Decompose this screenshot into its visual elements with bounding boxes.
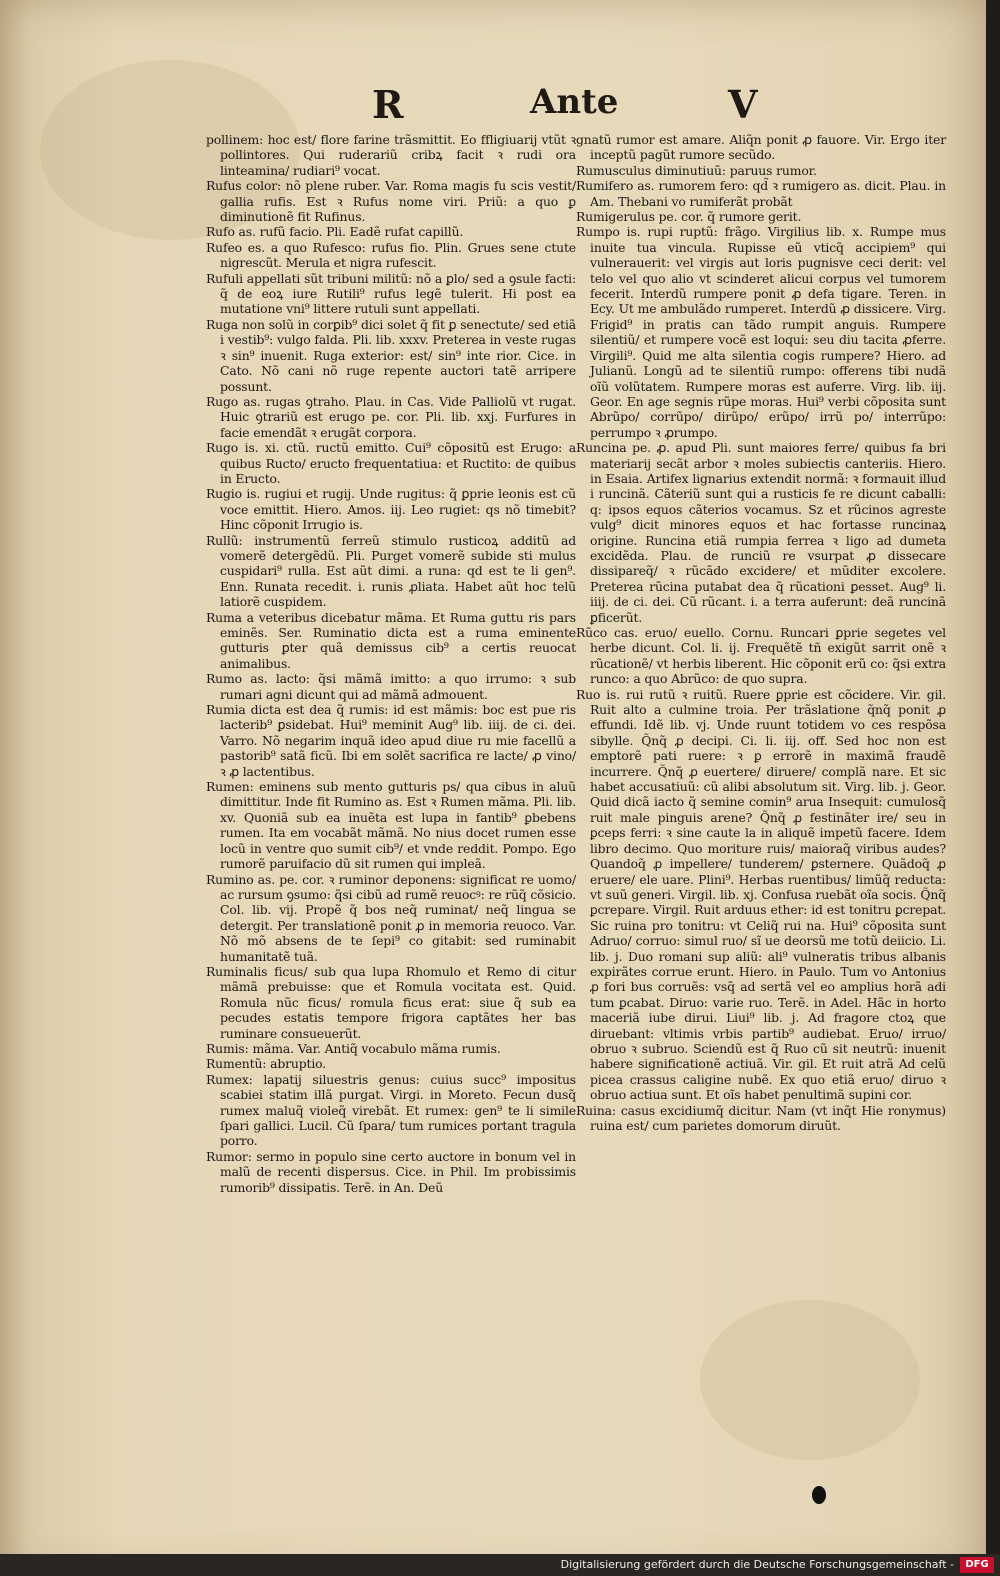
dictionary-entry: Rufus color: nõ plene ruber. Var. Roma magis fu scis vestit/ gallia rufis. Est ꝛ Rufus nome viri. Priũ: a quo ꝑ diminutionẽ fit Rufinus. [206, 178, 576, 225]
dictionary-entry: Rumentũ: abruptio. [206, 1056, 327, 1072]
dictionary-entry: Rumusculus diminutiuũ: paruus rumor. [576, 162, 817, 178]
dictionary-entry: Rufeo es. a quo Rufesco: rufus fio. Plin. Grues sene ctute nigrescũt. Merula et nigra rufescit. [206, 239, 576, 271]
header-letter-left: R [372, 82, 404, 127]
dictionary-entry: Ruma a veteribus dicebatur mãma. Et Ruma guttu ris pars eminẽs. Ser. Ruminatio dicta est a ruma eminente gutturis ꝑter quã demissus cib⁹ a certis reuocat animalibus. [206, 609, 576, 671]
header-title: Ante [530, 82, 619, 122]
dictionary-entry: gnatũ rumor est amare. Aliq̃n ponit ꝓ fauore. Vir. Ergo iter inceptũ pagũt rumore secũdo. [576, 132, 946, 163]
dictionary-entry: Rugo as. rugas ꝯtraho. Plau. in Cas. Vide Palliolũ vt rugat. Huic ꝯtrariũ est erugo pe. cor. Pli. lib. xxj. Furfures in facie emendãt ꝛ erugãt corpora. [206, 393, 576, 440]
digitization-footer: Digitalisierung gefördert durch die Deutsche Forschungsgemeinschaft - [0, 1554, 1000, 1576]
dictionary-entry: Ruo is. rui rutũ ꝛ ruitũ. Ruere ꝑprie est cõcidere. Vir. gil. Ruit alto a culmine troia. Per trãslatione q̃nq̃ ponit ꝓ effundi. Idẽ lib. vj. Unde ruunt totidem vo ces respõsa sibylle. Q̃nq̃ ꝓ decipi. Ci. li. iij. off. Sed hoc non est emptorẽ pati ruere: ꝛ ꝑ errorẽ in maximã fraudẽ incurrere. Q̃nq̃ ꝓ euertere/ diruere/ complã nare. Et sic habet accusatiuũ: cũ alibi absolutum sit. Virg. lib. j. Geor. Quid dicã iacto q̃ semine comin⁹ arua Insequit: cumulosq̃ ruit male pinguis arene? Q̃nq̃ ꝓ festinãter ire/ seu in ꝑceps ferri: ꝛ sine caute la in aliquẽ impetũ facere. Idem libro decimo. Quo moriture ruis/ maioraq̃ viribus audes? Quandoq̃ ꝓ impellere/ tunderem/ ꝑsternere. Quãdoq̃ ꝓ eruere/ ele uare. Plini⁹. Herbas ruentibus/ limũq̃ reducta: vt suũ generi. Virgil. lib. xj. Confusa ruebãt oĩa socis. Q̃nq̃ ꝑcrepare. Virgil. Ruit arduus ether: id est tonitru ꝑcrepat. Sic ruina pro tonitru: vt Celiq̃ rui na. Hui⁹ cõposita sunt Adruo/ corruo: simul ruo/ sĩ ue deorsũ me totũ deiicio. Li. lib. j. Duo romani sup aliũ: ali⁹ vulneratis tribus albanis expirãtes corrue erunt. Hiero. in Paulo. Tum vo Antonius ꝓ fori bus corruẽs: vsq̃ ad sertã vel eo amplius horã adi tum ꝑcabat. Diruo: varie ruo. Terẽ. in Adel. Hãc in horto maceriã iube dirui. Liui⁹ lib. j. Ad fragore ctoꝝ que diruebant: vltimis vrbis partib⁹ audiebat. Eruo/ irruo/ obruo ꝛ subruo. Sciendũ est q̃ Ruo cũ sit neutrũ: inuenit habere significationẽ actiuã. Vir. gil. Et ruit atrã Ad celũ picea crassus caligine nubẽ. Ex quo etiã eruo/ diruo ꝛ obruo actiua sunt. Et oĩs habet penultimã supini cor. [576, 686, 946, 1103]
dictionary-entry: Rumor: sermo in populo sine certo auctore in bonum vel in malũ de recenti dispersus. Cice. in Phil. Im probissimis rumorib⁹ dissipatis. Terẽ. in An. Deũ [206, 1148, 576, 1195]
dictionary-entry: Rumen: eminens sub mento gutturis ps/ qua cibus in aluũ dimittitur. Inde fit Rumino as. Est ꝛ Rumen mãma. Pli. lib. xv. Quoniã sub ea inuẽta est lupa in fantib⁹ ꝑbebens rumen. Ita em vocabãt mãmã. No nius docet rumen esse locũ in ventre quo sumit cib⁹/ et vnde reddit. Pompo. Ego rumorẽ paruifacio dũ sit rumen qui impleã. [206, 779, 576, 872]
dictionary-entry: Rullũ: instrumentũ ferreũ stimulo rusticoꝝ additũ ad vomerẽ detergẽdũ. Pli. Purget vomerẽ subide sti mulus cuspidari⁹ rulla. Est aũt dimi. a runa: qd est te li gen⁹. Enn. Runata recedit. i. runis ꝓliata. Habet aũt hoc telũ latiorẽ cuspidem. [206, 532, 576, 610]
dictionary-entry: Rumex: lapatij siluestris genus: cuius succ⁹ impositus scabiei statim illã purgat. Virgi. in Moreto. Fecun dusq̃ rumex maluq̃ violeq̃ virebãt. Et rumex: gen⁹ te li simile ſpari gallici. Lucil. Cũ ſpara/ tum rumices portant tragula porro. [206, 1071, 576, 1149]
header-letter-right: V [728, 82, 758, 127]
dictionary-entry: Rugo is. xi. ctũ. ructũ emitto. Cui⁹ cõpositũ est Erugo: a quibus Ructo/ eructo frequentatiua: et Ructito: de quibus in Eructo. [206, 440, 576, 486]
dictionary-entry: Runcina pe. ꝓ. apud Pli. sunt maiores ferre/ quibus fa bri materiarij secãt arbor ꝛ moles subiectis canteriis. Hiero. in Esaia. Artifex lignarius extendit normã: ꝛ formauit illud i runcinã. Cãteriũ sunt qui a rusticis fe re dicunt caballi: q: ipsos equos cãterios vocamus. Sz et rũcinos agreste vulg⁹ dicit minores equos et hac fortasse runcinaꝝ origine. Runcina etiã rumpia ferrea ꝛ ligo ad dumeta excidẽda. Plau. de runciũ re vsurpat ꝓ dissecare dissipareq̃/ ꝛ rũcãdo excidere/ et mũditer excolere. Preterea rũcina putabat dea q̃ rũcationi ꝑesset. Aug⁹ li. iiij. de ci. dei. Cũ rũcant. i. a terra auferunt: deã runcinã ꝑficerũt. [576, 440, 946, 625]
dictionary-entry: Ruina: casus excidiumq̃ dicitur. Nam (vt inq̃t Hie ronymus) ruina est/ cum parietes domorum diruũt. [576, 1102, 946, 1133]
dictionary-entry: Rumis: mãma. Var. Antiq̃ vocabulo mãma rumis. [206, 1040, 501, 1056]
dictionary-entry: Rufuli appellati sũt tribuni militũ: nõ a ꝑlo/ sed a ꝯsule facti: q̃ de eoꝝ iure Rutili⁹ rufus legẽ tulerit. Hi post ea mutatione vni⁹ littere rutuli sunt appellati. [206, 270, 576, 317]
dictionary-entry: Ruminalis ficus/ sub qua lupa Rhomulo et Remo di citur mãmã prebuisse: que et Romula vocitata est. Quid. Romula nũc ficus/ romula ficus erat: siue q̃ sub ea pecudes estatis tempore frigora captãtes her bas ruminare consueuerũt. [206, 963, 576, 1041]
dictionary-entry: Rufo as. rufũ facio. Pli. Eadẽ rufat capillũ. [206, 224, 464, 240]
dictionary-entry: Rumo as. lacto: q̃si mãmã imitto: a quo irrumo: ꝛ sub rumari agni dicunt qui ad mãmã admouent. [206, 671, 576, 702]
dictionary-entry: Rumia dicta est dea q̃ rumis: id est mãmis: boc est pue ris lacterib⁹ ꝑsidebat. Hui⁹ meminit Aug⁹ lib. iiij. de ci. dei. Varro. Nõ negarim inquã ideo apud diue ru mie facellũ a pastorib⁹ satã ficũ. Ibi em solẽt sacrifica re lacte/ ꝓ vino/ ꝛ ꝓ lactentibus. [206, 702, 576, 779]
ink-blot [812, 1486, 826, 1504]
dictionary-entry: Rumigerulus pe. cor. q̃ rumore gerit. [576, 209, 802, 225]
running-header [0, 82, 986, 132]
right-column [572, 132, 946, 1133]
left-column [202, 132, 576, 1195]
dictionary-entry: Rugio is. rugiui et rugij. Unde rugitus: q̃ ꝑprie leonis est cũ voce emittit. Hiero. Amos. iij. Leo rugiet: qs nõ timebit? Hinc cõponit Irrugio is. [206, 486, 576, 533]
page-stain [700, 1300, 920, 1460]
dictionary-entry: Ruga non solũ in corꝑib⁹ dici solet q̃ fit ꝑ senectute/ sed etiã i vestib⁹: vulgo falda. Pli. lib. xxxv. Preterea in veste rugas ꝛ sin⁹ inuenit. Ruga exterior: est/ sin⁹ inte rior. Cice. in Cato. Nõ cani nõ ruge repente auctori tatẽ arripere possunt. [206, 316, 576, 394]
dictionary-entry: Rũco cas. eruo/ euello. Cornu. Runcari ꝑprie segetes vel herbe dicunt. Col. li. ij. Frequẽtẽ tñ exigũt sarrit onẽ ꝛ rũcationẽ/ vt herbis liberent. Hic cõponit erũ co: q̃si extra runco: a quo Abrũco: de quo supra. [576, 625, 946, 687]
dictionary-entry: Rumino as. pe. cor. ꝛ ruminor deponens: significat re uomo/ ac rursum ꝯsumo: q̃si cibũ ad rumẽ reuocꝰ: re rũq̃ cõsicio. Col. lib. vij. Propẽ q̃ bos neq̃ ruminat/ neq̃ lingua se detergit. Per translationẽ ponit ꝓ in memoria reuoco. Var. Nõ mõ absens de te ſepi⁹ co gitabit: sed ruminabit humanitatẽ tuã. [206, 871, 576, 964]
dictionary-entry: pollinem: hoc est/ flore farine trãsmittit. Eo ffligiuarij vtũt ꝛ pollintores. Qui ruderariũ cribꝝ facit ꝛ rudi ora linteamina/ rudiari⁹ vocat. [206, 132, 576, 178]
dictionary-entry: Rumifero as. rumorem fero: qd̃ ꝛ rumigero as. dicit. Plau. in Am. Thebani vo rumiferãt probãt [576, 178, 946, 209]
dictionary-entry: Rumpo is. rupi ruptũ: frãgo. Virgilius lib. x. Rumpe mus inuite tua vincula. Rupisse eũ vticq̃ accipiem⁹ qui vulnerauerit: vel virgis aut loris pugnisve ceci derit: vel telo vel quo alio vt scinderet alicui corpus vel tumorem fecerit. Interdũ rumpere ponit ꝓ defa tigare. Teren. in Ecy. Ut me ambulãdo rumperet. Interdũ ꝓ dissicere. Virg. Frigid⁹ in pratis can tãdo rumpit anguis. Rumpere silentiũ/ et rumpere vocẽ est loqui: seu diu tacita ꝓferre. Virgili⁹. Quid me alta silentia cogis rumpere? Hiero. ad Julianũ. Longũ ad te silentiũ rumpo: offerens tibi nudã oĩũ volũtatem. Rumpere moras est auferre. Virg. lib. iij. Geor. En age segnis rũpe moras. Hui⁹ verbi cõposita sunt Abrũpo/ corrũpo/ dirũpo/ erũpo/ irrũ po/ interrũpo: perrumpo ꝛ ꝓrumpo. [576, 224, 946, 440]
dfg-logo: DFG [960, 1557, 994, 1573]
